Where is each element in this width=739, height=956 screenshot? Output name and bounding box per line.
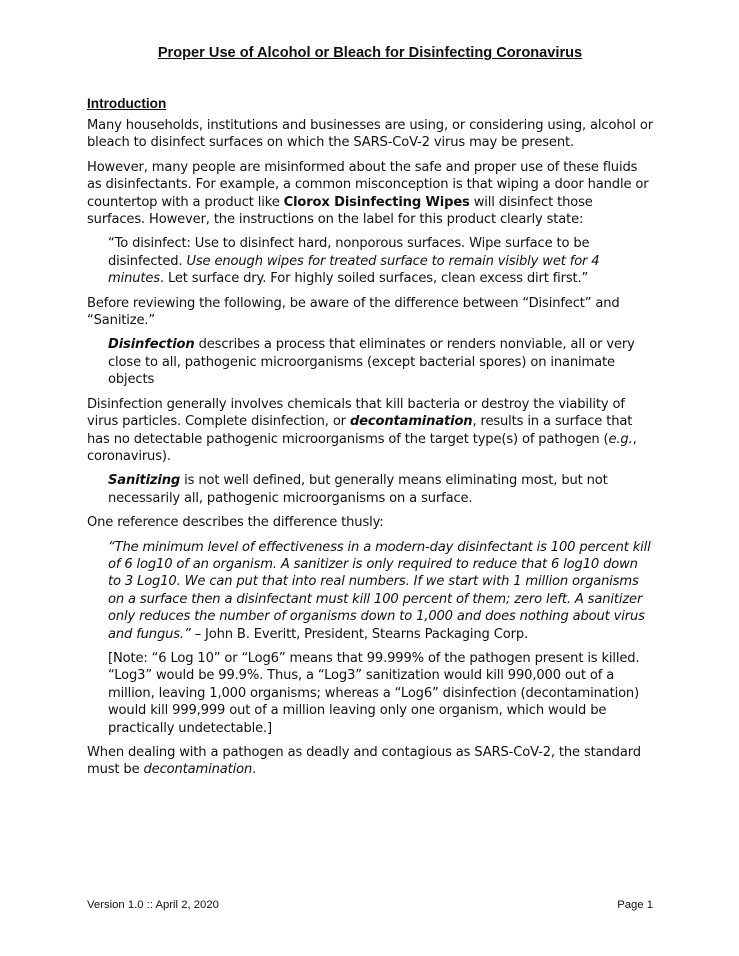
definition-sanitizing: Sanitizing is not well defined, but generally means eliminating most, but not necessarily all, pathogenic microorganisms on a surface. [108,473,608,506]
document-page [87,0,653,956]
reference-quote: “The minimum level of effectiveness in a modern-day disinfectant is 100 percent kill of 6 log10 of an organism. A sanitizer is only required to reduce that 6 log10 down to 3 Log10. We can put that into real numbers. If we start with 1 million organisms on a surface then a disinfectant must kill 100 percent of them; zero left. A sanitizer only reduces the number of organisms down to 1,000 and does nothing about virus and fungus.” – John B. Everitt, President, Stearns Packaging Corp. [108,539,651,642]
paragraph-intro: Many households, institutions and businesses are using, or considering using, alcohol or bleach to disinfect surfaces on which the SARS-CoV-2 virus may be present. [87,118,653,151]
definition-disinfection: Disinfection describes a process that eliminates or renders nonviable, all or very close to all, pathogenic microorganisms (except bacterial spores) on inanimate objects [108,337,635,388]
term-disinfection: Disinfection [108,337,195,353]
product-name: Clorox Disinfecting Wipes [283,194,470,210]
page-number: Page 1 [617,899,653,911]
paragraph-misinformed: However, many people are misinformed about the safe and proper use of these fluids as disinfectants. For example, a common misconception is that wiping a door handle or countertop with a product like Clorox Disinfecting Wipes will disinfect those surfaces. However, the instructions on the label for this product clearly state: [87,159,649,228]
section-heading-introduction: Introduction [87,96,167,111]
term-decontamination: decontamination [349,414,473,430]
label-quote: “To disinfect: Use to disinfect hard, nonporous surfaces. Wipe surface to be disinfected. Use enough wipes for treated surface to remain visibly wet for 4 minutes. Let surface dry. For highly soiled surfaces, clean excess dirt first.” [108,236,600,287]
document-body [87,95,653,786]
document-title: Proper Use of Alcohol or Bleach for Disinfecting Coronavirus [157,45,583,61]
paragraph-decontamination: Disinfection generally involves chemicals that kill bacteria or destroy the viability of virus particles. Complete disinfection, or decontamination, results in a surface that has no detectable pathogenic microorganisms of the target type(s) of pathogen (e.g., coronavirus). [87,396,637,464]
term-sanitizing: Sanitizing [108,473,181,489]
paragraph-difference: Before reviewing the following, be aware of the difference between “Disinfect” and “Sanitize.” [87,295,620,329]
version-label: Version 1.0 :: April 2, 2020 [87,899,219,911]
quote-attribution: – John B. Everitt, President, Stearns Packaging Corp. [190,626,528,642]
note-log-explanation: [Note: “6 Log 10” or “Log6” means that 99.999% of the pathogen present is killed. “Log3” would be 99.9%. Thus, a “Log3” sanitization would kill 990,000 out of a million, leaving 1,000 organisms; whereas a “Log6” disinfection (decontamination) would kill 999,999 out of a million leaving only one organism, which would be practically undetectable.] [108,650,640,736]
emphasized-instruction: Use enough wipes for treated surface to remain visibly wet for 4 minutes [108,253,600,287]
paragraph-conclusion: When dealing with a pathogen as deadly and contagious as SARS-CoV-2, the standard must be decontamination. [87,745,641,778]
paragraph-reference: One reference describes the difference thusly: [87,515,384,531]
page-footer [87,899,653,911]
